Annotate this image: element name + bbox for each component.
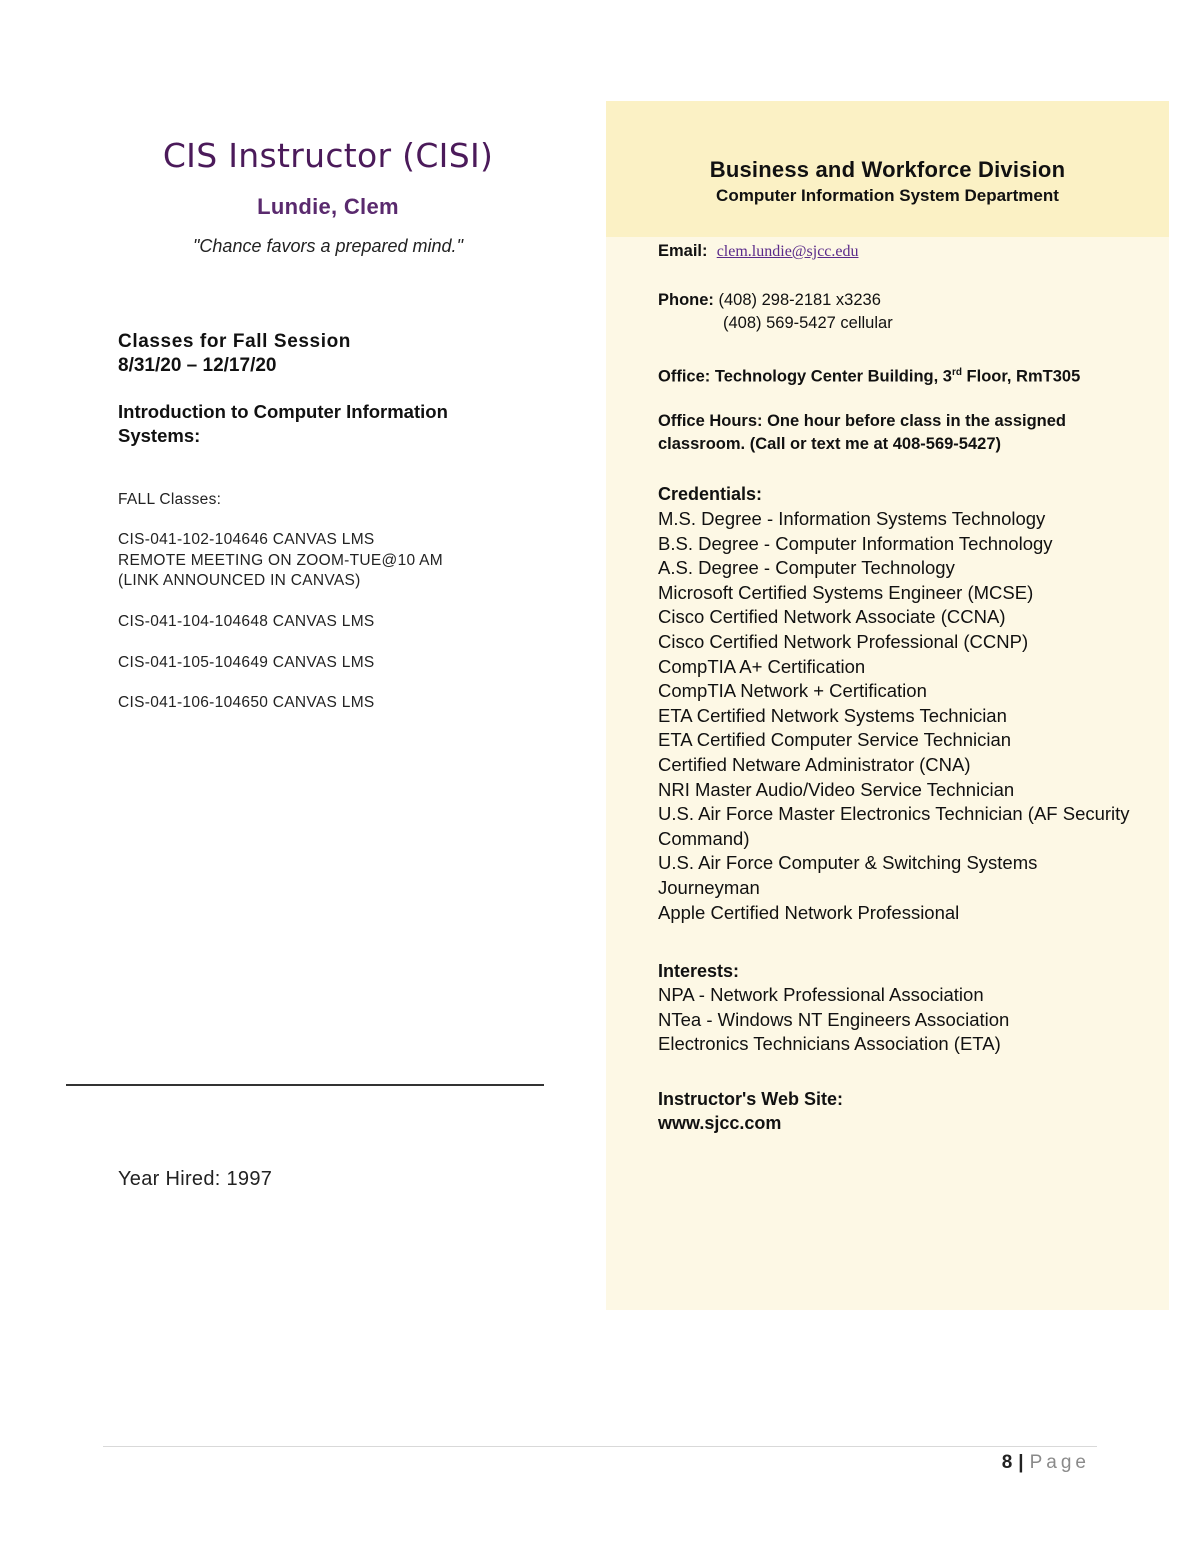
list-item: Microsoft Certified Systems Engineer (MCSE) [658,581,1034,603]
list-item: Journeyman [658,876,760,898]
list-item: CompTIA A+ Certification [658,655,866,677]
course-heading-line2: Systems: [118,425,201,446]
course-heading-line1: Introduction to Computer Information [118,401,448,422]
office-sup: rd [951,367,962,378]
list-item: ETA Certified Network Systems Technician [658,704,1007,726]
email-link[interactable]: clem.lundie@sjcc.edu [716,243,859,260]
class-4: CIS-041-106-104650 CANVAS LMS [118,694,375,711]
page-title: CIS Instructor (CISI) [162,136,494,175]
session-dates: 8/31/20 – 12/17/20 [118,355,277,376]
classes-heading: Classes for Fall Session [118,331,351,352]
list-item: Command) [658,827,750,849]
office-location [658,361,1080,389]
left-column [66,0,544,1553]
fall-classes-label: FALL Classes: [118,491,222,508]
website-link[interactable]: www.sjcc.com [658,1113,782,1133]
sidebar-header [606,101,1169,237]
department-name: Computer Information System Department [716,186,1059,205]
list-item: A.S. Degree - Computer Technology [658,557,955,579]
page-separator: | [1018,1452,1024,1473]
phone-row [658,289,881,312]
office-text-suffix: Floor, RmT305 [961,367,1081,386]
class-1-line-2: REMOTE MEETING ON ZOOM-TUE@10 AM [118,552,444,569]
website-label: Instructor's Web Site: [658,1089,843,1109]
list-item: ETA Certified Computer Service Technician [658,729,1012,751]
list-item: Cisco Certified Network Associate (CCNA) [658,606,1006,628]
list-item: Electronics Technicians Association (ETA) [658,1033,1001,1055]
instructor-quote: "Chance favors a prepared mind." [193,236,463,256]
list-item: M.S. Degree - Information Systems Technology [658,508,1046,529]
page-footer [1002,1452,1090,1474]
class-3: CIS-041-105-104649 CANVAS LMS [118,654,375,671]
list-item: B.S. Degree - Computer Information Technology [658,532,1053,554]
office-hours-line2: classroom. (Call or text me at 408-569-5427) [658,435,1001,453]
credentials-label: Credentials: [658,484,763,504]
phone-label: Phone: [658,291,714,309]
list-item: U.S. Air Force Computer & Switching Systems [658,852,1038,874]
division-name: Business and Workforce Division [709,157,1066,182]
class-1-line-1: CIS-041-102-104646 CANVAS LMS [118,531,375,548]
phone-cellular: (408) 569-5427 cellular [723,314,893,332]
contact-sidebar [606,101,1169,1310]
list-item: NTea - Windows NT Engineers Association [658,1008,1010,1030]
list-item: Cisco Certified Network Professional (CCNP) [658,630,1029,652]
list-item: Apple Certified Network Professional [658,901,960,923]
divider-line [66,1084,544,1086]
email-row [658,240,859,263]
class-2: CIS-041-104-104648 CANVAS LMS [118,613,375,630]
office-hours-line1: Office Hours: One hour before class in the assigned [658,412,1067,430]
list-item: U.S. Air Force Master Electronics Technician (AF Security [658,803,1130,825]
phone-primary: (408) 298-2181 x3236 [718,291,881,309]
interests-list [658,983,1168,1057]
office-text: Office: Technology Center Building, 3 [658,367,952,386]
list-item: NPA - Network Professional Association [658,984,984,1005]
class-1-line-3: (LINK ANNOUNCED IN CANVAS) [118,572,361,589]
interests-label: Interests: [658,961,740,981]
instructor-name: Lundie, Clem [257,194,399,219]
list-item: CompTIA Network + Certification [658,680,927,702]
page-number: 8 [1001,1452,1013,1473]
email-label: Email: [658,242,708,260]
credentials-list [658,507,1168,925]
year-hired: Year Hired: 1997 [118,1168,273,1190]
page-word: Page [1029,1452,1090,1473]
footer-divider [103,1446,1097,1447]
list-item: Certified Netware Administrator (CNA) [658,753,971,775]
list-item: NRI Master Audio/Video Service Technician [658,778,1015,800]
